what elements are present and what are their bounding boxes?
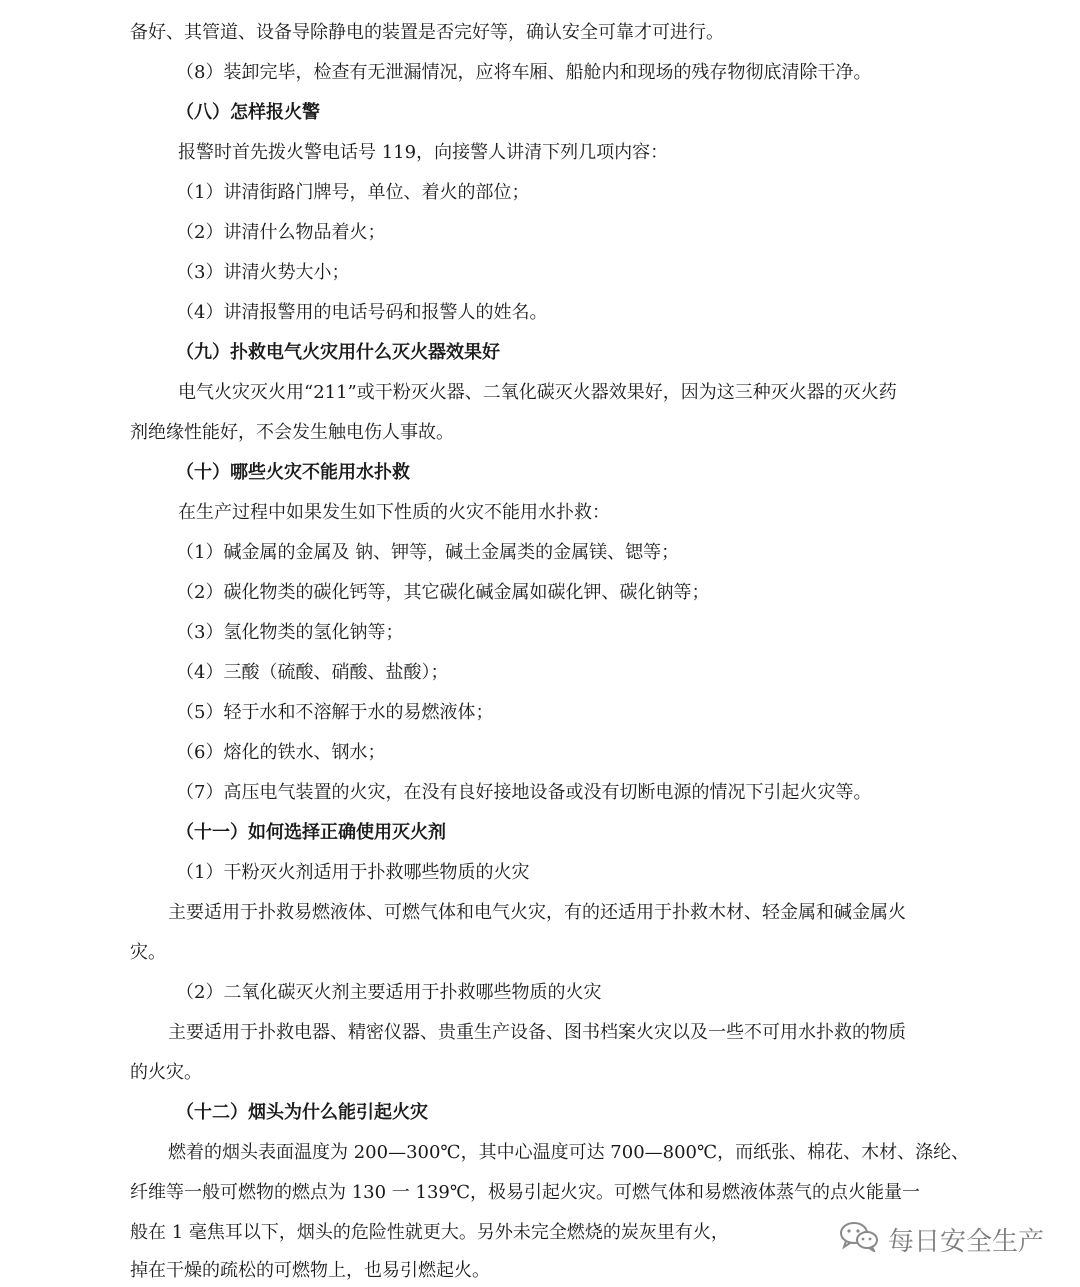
- list-item: （2）碳化物类的碳化钙等，其它碳化碱金属如碳化钾、碳化钠等；: [176, 582, 710, 603]
- text-line: 掉在干燥的疏松的可燃物上，也易引燃起火。: [130, 1260, 490, 1281]
- text-line: 主要适用于扑救易燃液体、可燃气体和电气火灾，有的还适用于扑救木材、轻金属和碱金属火: [168, 902, 906, 923]
- text-line: 纤维等一般可燃物的燃点为 130 一 139℃，极易引起火灾。可燃气体和易燃液体蒸气的点火能量一: [130, 1182, 921, 1203]
- list-item: （2）二氧化碳灭火剂主要适用于扑救哪些物质的火灾: [176, 982, 602, 1003]
- list-item: （6）熔化的铁水、钢水；: [176, 742, 386, 763]
- text-line: 主要适用于扑救电器、精密仪器、贵重生产设备、图书档案火灾以及一些不可用水扑救的物质: [168, 1022, 906, 1043]
- text-line: 燃着的烟头表面温度为 200—300℃，其中心温度可达 700—800℃，而纸张、棉花、木材、涤纶、: [168, 1142, 970, 1163]
- list-item: （3）氢化物类的氢化钠等；: [176, 622, 404, 643]
- list-item: （5）轻于水和不溶解于水的易燃液体；: [176, 702, 494, 723]
- text-line: 在生产过程中如果发生如下性质的火灾不能用水扑救：: [178, 502, 610, 523]
- section-heading: （八）怎样报火警: [176, 102, 320, 123]
- text-line: 的火灾。: [130, 1062, 202, 1083]
- list-item: （1）讲清街路门牌号，单位、着火的部位；: [176, 182, 530, 203]
- text-line: 剂绝缘性能好，不会发生触电伤人事故。: [130, 422, 454, 443]
- section-heading: （九）扑救电气火灾用什么灭火器效果好: [176, 342, 500, 363]
- text-line: 备好、其管道、设备导除静电的装置是否完好等，确认安全可靠才可进行。: [130, 22, 724, 43]
- list-item: （3）讲清火势大小；: [176, 262, 350, 283]
- watermark: [838, 1222, 1044, 1256]
- list-item: （8）装卸完毕，检查有无泄漏情况，应将车厢、船舱内和现场的残存物彻底清除干净。: [176, 62, 872, 83]
- text-line: 电气火灾灭火用“211”或干粉灭火器、二氧化碳灭火器效果好，因为这三种灭火器的灭火药: [178, 382, 897, 403]
- list-item: （2）讲清什么物品着火；: [176, 222, 386, 243]
- section-heading: （十）哪些火灾不能用水扑救: [176, 462, 410, 483]
- section-heading: （十二）烟头为什么能引起火灾: [176, 1102, 428, 1123]
- text-line: 报警时首先拨火警电话号 119，向接警人讲清下列几项内容：: [178, 142, 669, 163]
- section-heading: （十一）如何选择正确使用灭火剂: [176, 822, 446, 843]
- list-item: （1）干粉灭火剂适用于扑救哪些物质的火灾: [176, 862, 530, 883]
- list-item: （4）三酸（硫酸、硝酸、盐酸）；: [176, 662, 449, 683]
- list-item: （4）讲清报警用的电话号码和报警人的姓名。: [176, 302, 548, 323]
- list-item: （1）碱金属的金属及 钠、钾等，碱土金属类的金属镁、锶等；: [176, 542, 680, 563]
- text-line: 灾。: [130, 942, 166, 963]
- watermark-text: 每日安全生产: [888, 1226, 1045, 1257]
- text-line: 般在 1 毫焦耳以下，烟头的危险性就更大。另外未完全燃烧的炭灰里有火，: [130, 1222, 729, 1243]
- wechat-icon: [838, 1220, 880, 1259]
- list-item: （7）高压电气装置的火灾，在没有良好接地设备或没有切断电源的情况下引起火灾等。: [176, 782, 872, 803]
